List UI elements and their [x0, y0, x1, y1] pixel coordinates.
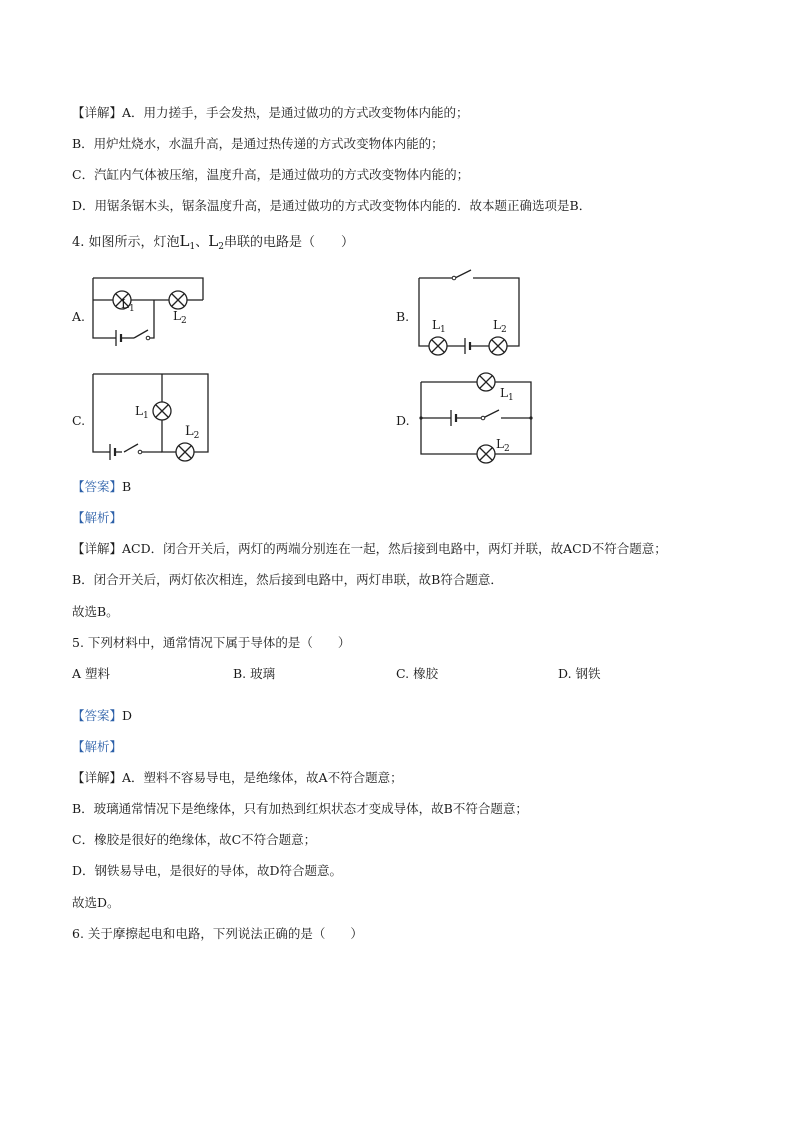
circuit-b-diagram: [415, 268, 525, 360]
q4-l1: L: [179, 232, 190, 250]
q5-option-a: A 塑料: [72, 666, 111, 681]
lamp-icon: [429, 337, 447, 355]
q4-conclusion: 故选B。: [72, 604, 119, 619]
answer-tag: 【答案】: [72, 708, 123, 723]
lamp-icon: [477, 373, 495, 391]
lamp-icon: [153, 402, 171, 420]
q3-detail-b: B．用炉灶烧水，水温升高，是通过热传递的方式改变物体内能的；: [72, 136, 444, 151]
detail-tag: 【详解】: [72, 770, 123, 785]
analysis-tag: 【解析】: [72, 739, 123, 754]
q4-detail-1-text: ACD．闭合开关后，两灯的两端分别连在一起，然后接到电路中，两灯并联，故ACD不符合题意；: [122, 541, 667, 556]
q5-detail-b: B．玻璃通常情况下是绝缘体，只有加热到红炽状态才变成导体，故B不符合题意；: [72, 801, 528, 816]
circuit-b-l2-label: [493, 318, 507, 335]
q4-option-c-label: C.: [72, 413, 86, 428]
detail-tag: 【详解】: [72, 105, 123, 120]
l-letter: L: [500, 386, 508, 400]
q4-sep: 、: [195, 235, 209, 250]
q5-conclusion: 故选D。: [72, 895, 120, 910]
analysis-tag: 【解析】: [72, 510, 123, 525]
q5-detail-d: D．钢铁易导电，是很好的导体，故D符合题意。: [72, 863, 343, 878]
q4-analysis-tag: [72, 509, 122, 527]
q6-stem: 6. 关于摩擦起电和电路，下列说法正确的是（ ）: [72, 926, 363, 941]
l-sub: 2: [500, 325, 507, 335]
q5-option-c: C. 橡胶: [396, 666, 439, 681]
detail-tag: 【详解】: [72, 541, 123, 556]
circuit-d-l1-label: [500, 386, 514, 403]
q5-option-b: B. 玻璃: [233, 666, 276, 681]
l-sub: 2: [503, 444, 510, 454]
l-letter: L: [493, 318, 501, 332]
lamp-icon: [169, 291, 187, 309]
q5-detail-a: [72, 769, 403, 787]
l-sub: 1: [439, 325, 446, 335]
q5-detail-a-text: A．塑料不容易导电，是绝缘体，故A不符合题意；: [122, 770, 403, 785]
circuit-a-diagram: [88, 270, 213, 350]
circuit-b-l1-label: [432, 318, 446, 335]
answer-tag: 【答案】: [72, 479, 123, 494]
answer-value: B: [122, 479, 132, 494]
l-letter: L: [185, 424, 194, 439]
q4-answer: [72, 478, 131, 496]
q5-stem: 5. 下列材料中，通常情况下属于导体的是（ ）: [72, 635, 351, 650]
q4-l2-sub: 2: [218, 242, 224, 252]
l-letter: L: [496, 437, 504, 451]
l-letter: L: [432, 318, 440, 332]
l-sub: 2: [180, 316, 187, 326]
q4-detail-2: B．闭合开关后，两灯依次相连，然后接到电路中，两灯串联，故B符合题意．: [72, 572, 503, 587]
answer-value: D: [122, 708, 133, 723]
circuit-d-diagram: [415, 368, 540, 468]
q5-detail-c: C．橡胶是很好的绝缘体，故C不符合题意；: [72, 832, 317, 847]
q4-detail-1: [72, 540, 667, 558]
l-letter: L: [121, 297, 129, 311]
circuit-c-l2-label: [185, 424, 199, 441]
l-sub: 1: [507, 393, 514, 403]
q5-answer: [72, 707, 132, 725]
q4-l1-sub: 1: [189, 242, 196, 252]
circuit-c-l1-label: [135, 404, 149, 421]
q3-detail-a: [72, 104, 469, 122]
l-letter: L: [173, 309, 181, 323]
q4-option-a-label: A.: [72, 309, 86, 324]
l-sub: 1: [128, 304, 135, 314]
lamp-icon: [489, 337, 507, 355]
lamp-icon: [477, 445, 495, 463]
l-letter: L: [135, 404, 143, 418]
q4-option-b-label: B.: [396, 309, 410, 324]
q5-option-d: D. 钢铁: [558, 666, 601, 681]
l-sub: 1: [142, 411, 149, 421]
q4-stem-post: 串联的电路是（ ）: [223, 235, 354, 250]
circuit-a-l1-label: [121, 297, 135, 314]
q3-detail-a-text: A．用力搓手，手会发热，是通过做功的方式改变物体内能的；: [122, 105, 469, 120]
circuit-d-l2-label: [496, 437, 510, 454]
q4-stem: [72, 232, 354, 256]
circuit-c-diagram: [88, 368, 213, 468]
lamp-icon: [176, 443, 194, 461]
circuit-a-l2-label: [173, 309, 187, 326]
q3-detail-c: C．汽缸内气体被压缩，温度升高，是通过做功的方式改变物体内能的；: [72, 167, 470, 182]
q4-option-d-label: D.: [396, 413, 410, 428]
q4-stem-pre: 4. 如图所示，灯泡: [72, 235, 180, 250]
q3-detail-d: D．用锯条锯木头，锯条温度升高，是通过做功的方式改变物体内能的．故本题正确选项是B．: [72, 198, 592, 213]
q4-l2: L: [208, 232, 219, 250]
l-sub: 2: [193, 431, 200, 441]
q5-analysis-tag: [72, 738, 122, 756]
